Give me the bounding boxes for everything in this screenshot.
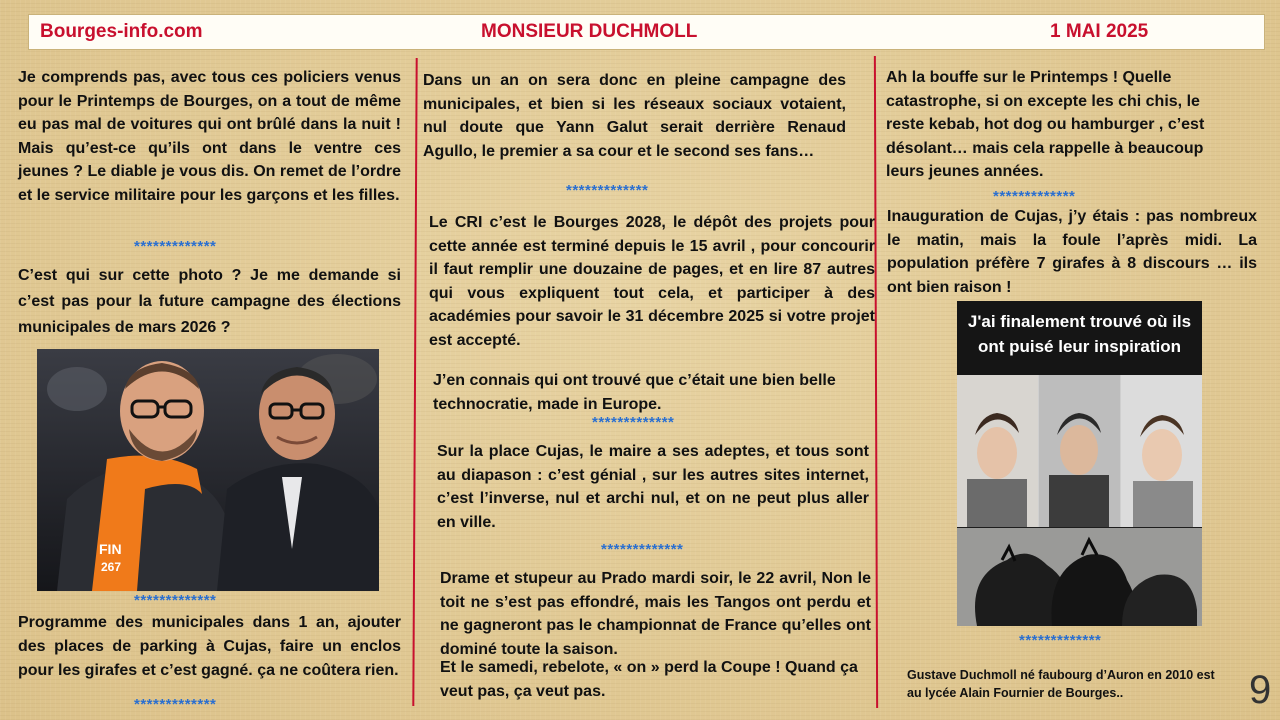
col1-paragraph-3: Programme des municipales dans 1 an, ajouter des places de parking à Cujas, faire un enclos pour les girafes et c’est gagné. ça ne coûtera rien. bbox=[18, 614, 401, 679]
separator: ************* bbox=[601, 541, 684, 558]
two-men-photo-illustration bbox=[37, 349, 379, 591]
col3-paragraph-2: Inauguration de Cujas, j’y étais : pas nombreux le matin, mais la foule l’après midi. La population préfère 7 girafes à 8 discours … ils ont bien raison ! bbox=[887, 208, 1257, 296]
separator: ************* bbox=[134, 238, 217, 255]
meme-photo-grid bbox=[957, 375, 1202, 626]
campaign-photo bbox=[37, 349, 379, 591]
footer-caption: Gustave Duchmoll né faubourg d’Auron en 2010 est au lycée Alain Fournier de Bourges.. bbox=[907, 668, 1215, 700]
separator: ************* bbox=[1019, 632, 1102, 649]
column-divider-right bbox=[874, 56, 878, 708]
scarf-text-1: FIN bbox=[99, 541, 122, 557]
issue-date: 1 MAI 2025 bbox=[1050, 21, 1149, 42]
page-number: 9 bbox=[1249, 668, 1272, 712]
col2-paragraph-4b: Et le samedi, rebelote, « on » perd la Coupe ! Quand ça veut pas, ça veut pas. bbox=[440, 659, 858, 700]
separator: ************* bbox=[592, 414, 675, 431]
separator: ************* bbox=[993, 188, 1076, 205]
col2-paragraph-3: Sur la place Cujas, le maire a ses adeptes, et tous sont au diapason : c’est génial , sur les autres sites internet, c’est l’inverse, nul et archi nul, et on ne peut plus aller en ville. bbox=[437, 443, 869, 531]
page-header bbox=[28, 14, 1265, 50]
scarf-text-2: 267 bbox=[101, 560, 122, 574]
col1-paragraph-1: Je comprends pas, avec tous ces policiers venus pour le Printemps de Bourges, on a tout de même eu pas mal de voitures qui ont brûlé dans la nuit ! Mais qu’est-ce qu’ils ont dans le ventre ces jeunes ? Le diable je vous dis. On remet de l’ordre et le service militaire pour les garçons et les filles. bbox=[18, 69, 401, 204]
meme-caption: J'ai finalement trouvé où ils ont puisé leur inspiration bbox=[957, 301, 1202, 375]
separator: ************* bbox=[566, 182, 649, 199]
col2-paragraph-4: Drame et stupeur au Prado mardi soir, le 22 avril, Non le toit ne s’est pas effondré, mais les Tangos ont perdu et ne gagneront pas le championnat de France qu’elles ont dominé toute la saison. bbox=[440, 570, 871, 658]
column-divider-left bbox=[412, 58, 417, 706]
col2-paragraph-2b: J’en connais qui ont trouvé que c’était une bien belle technocratie, made in Europe. bbox=[433, 372, 836, 413]
site-name[interactable]: Bourges-info.com bbox=[40, 21, 203, 42]
page-title: MONSIEUR DUCHMOLL bbox=[481, 21, 698, 42]
col1-paragraph-2: C’est qui sur cette photo ? Je me demande si c’est pas pour la future campagne des élections municipales de mars 2026 ? bbox=[18, 267, 401, 336]
col3-paragraph-1: Ah la bouffe sur le Printemps ! Quelle catastrophe, si on excepte les chi chis, le reste kebab, hot dog ou hamburger , c’est désolant… mais cela rappelle à beaucoup leurs jeunes années. bbox=[886, 69, 1205, 180]
col2-paragraph-2: Le CRI c’est le Bourges 2028, le dépôt des projets pour cette année est terminé depuis le 15 avril , pour concourir il faut remplir une douzaine de pages, et en lire 87 autres qui vous expliquent tout cela, et participer à des académies pour savoir le 31 décembre 2025 si votre projet est accepté. bbox=[429, 214, 875, 349]
separator: ************* bbox=[134, 592, 217, 609]
meme-image bbox=[957, 301, 1202, 626]
separator: ************* bbox=[134, 696, 217, 713]
col2-paragraph-1: Dans un an on sera donc en pleine campagne des municipales, et bien si les réseaux sociaux votaient, nul doute que Yann Galut serait derrière Renaud Agullo, le premier a sa cour et le second ses fans… bbox=[423, 72, 846, 160]
